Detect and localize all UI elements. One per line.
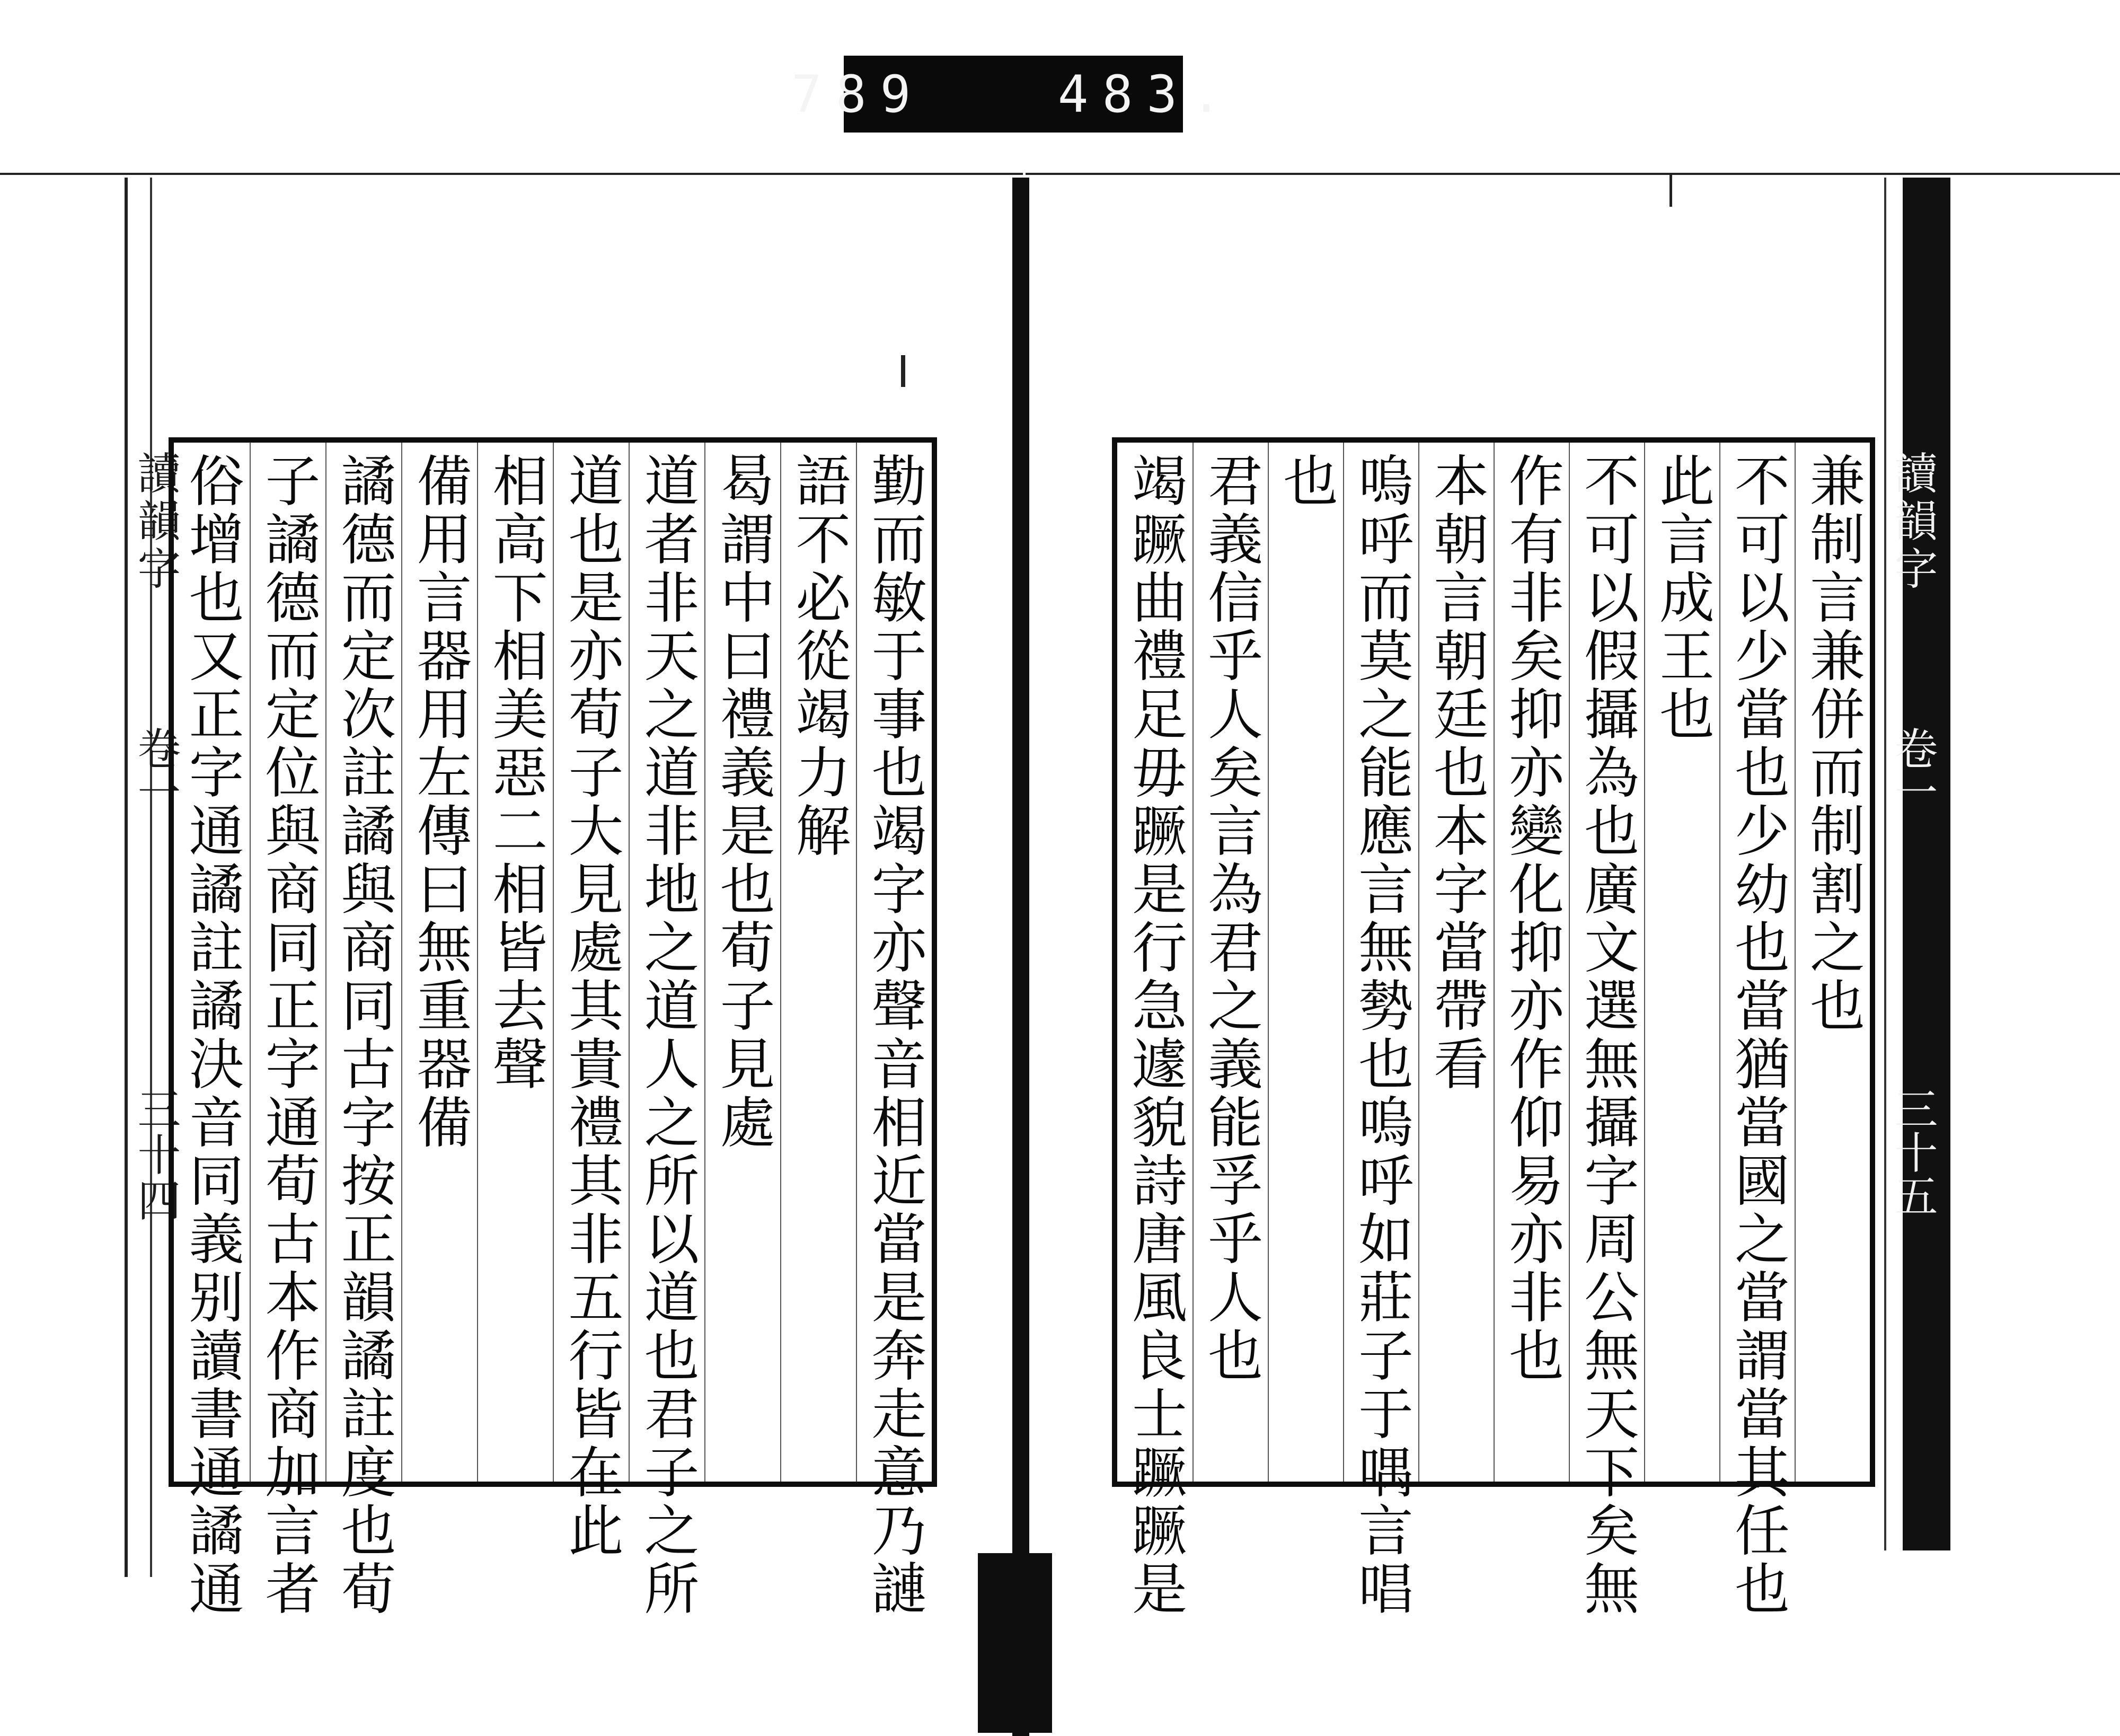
text-column	[856, 443, 932, 1618]
gutter-binding-shadow	[978, 1553, 1052, 1733]
right-page-top-edge	[1026, 173, 2120, 175]
column-text: 不可以假攝為也廣文選無攝字周公無天下矣無	[1575, 452, 1639, 1618]
column-text: 此言成王也	[1650, 452, 1715, 744]
catalog-label-text: 789 483.	[791, 64, 1235, 124]
column-text: 作有非矣抑亦變化抑亦作仰易亦非也	[1499, 452, 1564, 1385]
left-page-fore-edge	[125, 178, 152, 1577]
column-text: 俗增也又正字通譎註譎決音同義别讀書通譎通	[179, 452, 244, 1618]
column-text: 子譎德而定位與商同正字通荀古本作商加言者	[255, 452, 321, 1618]
left-page-text-frame	[169, 437, 937, 1618]
right-page-fore-edge	[1903, 178, 1950, 1550]
column-text: 備用言器用左傳曰無重器備	[407, 452, 472, 1152]
text-column	[477, 443, 553, 1482]
text-column	[553, 443, 629, 1560]
column-text: 相高下相美惡二相皆去聲	[483, 452, 548, 1094]
column-text: 勤而敏于事也竭字亦聲音相近當是奔走意乃謰	[862, 452, 927, 1618]
column-text: 曷謂中曰禮義是也荀子見處	[710, 452, 775, 1152]
column-text: 嗚呼而莫之能應言無勢也嗚呼如莊子于喁言唱	[1349, 452, 1414, 1618]
text-column	[704, 443, 780, 1482]
book-gutter	[1012, 178, 1029, 1736]
text-column	[1644, 443, 1719, 1482]
text-column	[401, 443, 477, 1482]
right-page-text-frame	[1112, 437, 1875, 1618]
text-column	[174, 443, 250, 1618]
text-column	[1795, 443, 1870, 1482]
text-column	[1343, 443, 1418, 1618]
text-column	[250, 443, 325, 1618]
right-margin-page-number: 三十五	[1887, 1087, 1938, 1217]
text-column	[1494, 443, 1569, 1482]
right-margin-volume: 卷一	[1887, 726, 1938, 813]
right-margin-title: 讀韻字	[1887, 451, 1938, 594]
text-column	[1719, 443, 1795, 1618]
text-column	[780, 443, 856, 1482]
text-column	[325, 443, 401, 1618]
column-text: 君義信乎人矣言為君之義能孚乎人也	[1198, 452, 1263, 1385]
catalog-label	[791, 56, 1235, 133]
scan-speck	[901, 355, 905, 387]
right-page-edge-line	[1884, 178, 1886, 1550]
column-text: 竭蹶曲禮足毋蹶是行急遽貌詩唐風良士蹶蹶是	[1123, 452, 1187, 1618]
left-margin-volume: 卷一	[130, 726, 181, 813]
column-text: 本朝言朝廷也本字當帶看	[1424, 452, 1489, 1094]
text-column	[1268, 443, 1343, 1482]
scan-speck	[1670, 175, 1672, 207]
column-text: 譎德而定次註譎與商同古字按正韻譎註度也荀	[331, 452, 396, 1618]
column-text: 道也是亦荀子大見處其貴禮其非五行皆在此	[559, 452, 624, 1560]
column-text: 也	[1274, 452, 1338, 510]
text-column	[1117, 443, 1192, 1618]
column-text: 道者非天之道非地之道人之所以道也君子之所	[634, 452, 700, 1618]
text-column	[1569, 443, 1644, 1618]
left-page-top-edge	[0, 173, 1023, 175]
text-column	[1418, 443, 1494, 1482]
left-margin-page-number: 三十四	[130, 1087, 181, 1223]
text-column	[1192, 443, 1268, 1482]
column-text: 不可以少當也少幼也當猶當國之當謂當其任也	[1725, 452, 1790, 1618]
column-text: 兼制言兼併而制割之也	[1800, 452, 1865, 1035]
column-text: 語不必從竭力解	[786, 452, 851, 860]
left-margin-title: 讀韻字	[130, 451, 181, 594]
text-column	[629, 443, 704, 1618]
